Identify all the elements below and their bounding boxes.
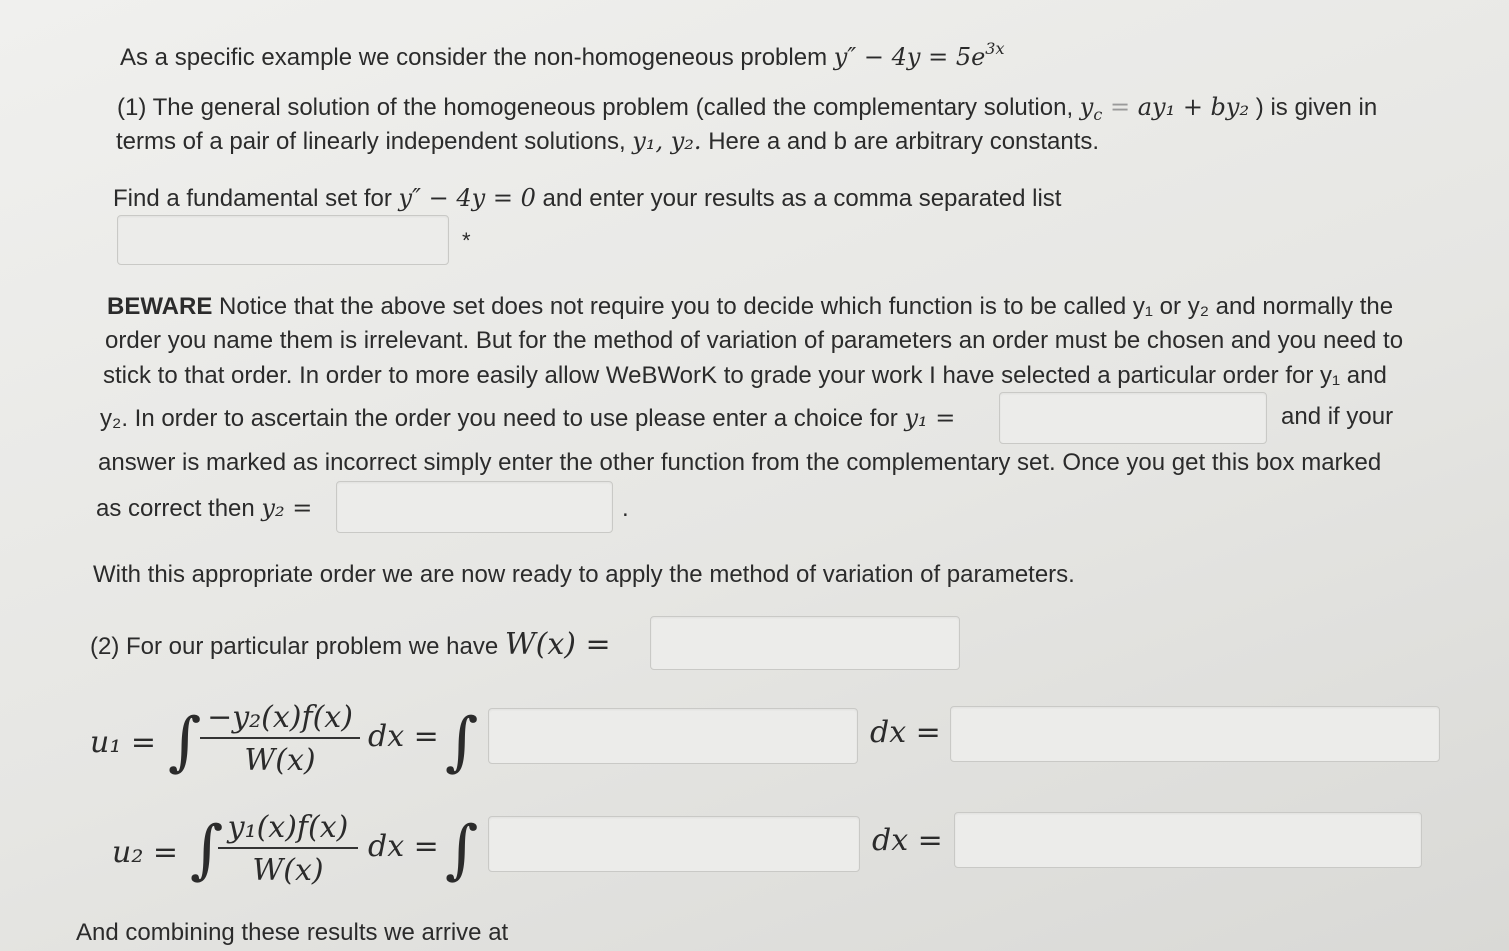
u1-integral-sign-2: ∫ bbox=[445, 705, 479, 779]
u2-integral-sign-2: ∫ bbox=[445, 813, 479, 887]
required-mark: * bbox=[462, 228, 471, 253]
u1-result-input[interactable] bbox=[950, 706, 1440, 762]
period: . bbox=[622, 495, 629, 522]
intro-equation: $y'' - 4y = 5e^{3x}$ bbox=[833, 39, 1005, 71]
beware-line4: y₂. In order to ascertain the order you need to use please enter a choice for y₁ = bbox=[100, 404, 956, 432]
u1-integral-sign: ∫ bbox=[168, 705, 202, 779]
y2-input[interactable] bbox=[336, 481, 613, 533]
y1-input[interactable] bbox=[999, 392, 1267, 444]
beware-line3: stick to that order. In order to more easily allow WeBWorK to grade your work I have selected a particular order for y₁ and bbox=[103, 362, 1387, 389]
fundamental-set-input[interactable] bbox=[117, 215, 449, 265]
beware-label: BEWARE bbox=[107, 293, 213, 320]
beware-line6: as correct then y₂ = bbox=[96, 494, 313, 522]
u2-denominator: W(x) bbox=[252, 853, 324, 888]
beware-line2: order you name them is irrelevant. But for the method of variation of parameters an order must be chosen and you need to bbox=[105, 327, 1404, 354]
wronskian-input[interactable] bbox=[650, 616, 960, 670]
u1-numerator: −y₂(x)f(x) bbox=[200, 700, 360, 739]
u1-dx-label: dx = bbox=[870, 715, 941, 750]
closing-line: And combining these results we arrive at bbox=[76, 919, 509, 946]
beware-line4-end: and if your bbox=[1281, 403, 1394, 430]
part2-line: (2) For our particular problem we have W(x) = bbox=[90, 627, 611, 662]
beware-line1: BEWARE Notice that the above set does not require you to decide which function is to be called y₁ or y₂ and normally the bbox=[107, 293, 1394, 320]
u2-integral-sign: ∫ bbox=[190, 813, 224, 887]
u2-result-input[interactable] bbox=[954, 812, 1422, 868]
u1-denominator: W(x) bbox=[244, 743, 316, 778]
yc-expression: $y_c = ay_1 + by_2$ bbox=[1079, 93, 1250, 124]
u1-integrand-input[interactable] bbox=[488, 708, 858, 764]
method-line: With this appropriate order we are now ready to apply the method of variation of parameters. bbox=[93, 561, 1075, 588]
u2-lhs: u₂ = bbox=[112, 835, 179, 870]
u1-fraction bbox=[200, 700, 360, 778]
u1-dx-eq: dx = bbox=[368, 719, 439, 754]
beware-line5: answer is marked as incorrect simply enter the other function from the complementary set. Once you get this box marked bbox=[98, 449, 1382, 476]
part1-line2: terms of a pair of linearly independent solutions, y₁, y₂. Here a and b are arbitrary constants. bbox=[116, 127, 1100, 155]
u2-fraction bbox=[218, 810, 358, 888]
fundamental-prompt: Find a fundamental set for y″ − 4y = 0 and enter your results as a comma separated list bbox=[113, 184, 1062, 212]
part1-line1: (1) The general solution of the homogeneous problem (called the complementary solution, $y_c = ay_1 + by_2$ ) is given in bbox=[117, 93, 1378, 124]
u1-lhs: u₁ = bbox=[90, 725, 157, 760]
intro-line bbox=[120, 34, 1005, 73]
u2-dx-eq: dx = bbox=[368, 829, 439, 864]
u2-dx-label: dx = bbox=[872, 823, 943, 858]
intro-text: As a specific example we consider the non-homogeneous problem bbox=[120, 44, 828, 71]
u2-numerator: y₁(x)f(x) bbox=[218, 810, 358, 849]
u2-integrand-input[interactable] bbox=[488, 816, 860, 872]
